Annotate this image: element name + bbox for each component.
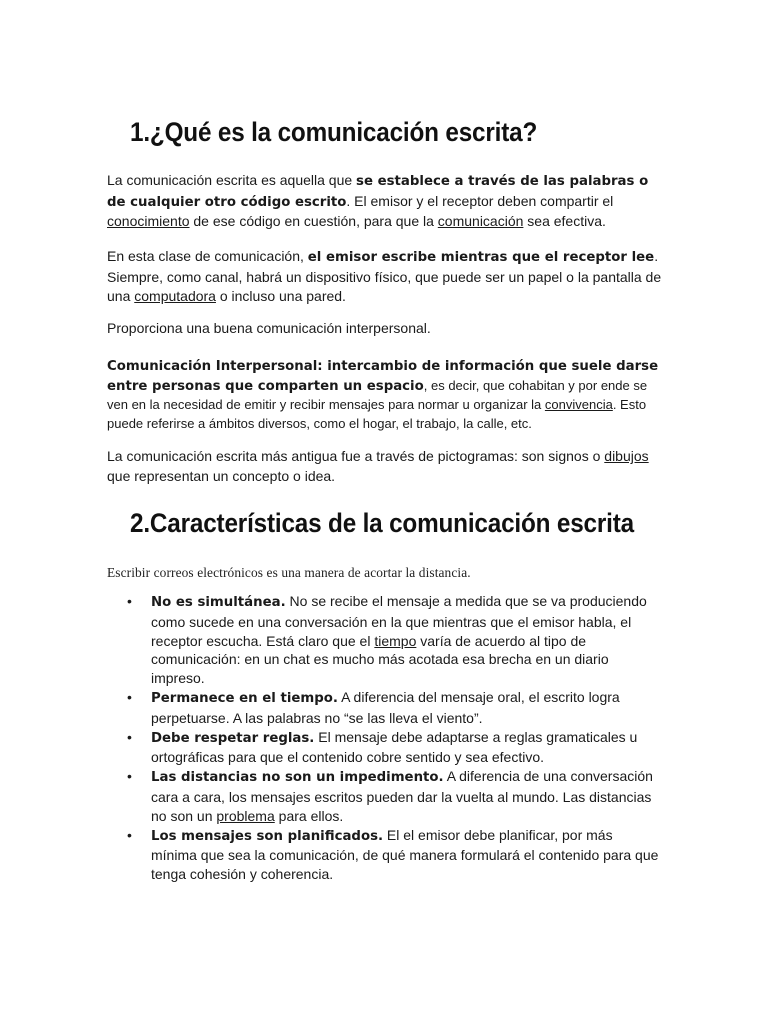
bold-run: Permanece en el tiempo. xyxy=(151,690,338,706)
link-dibujos[interactable]: dibujos xyxy=(604,448,649,464)
list-item xyxy=(127,767,661,825)
link-comunicacion[interactable]: comunicación xyxy=(437,213,524,229)
section-heading-1: 1.¿Qué es la comunicación escrita? xyxy=(130,117,538,147)
paragraph-emisor-receptor xyxy=(107,247,667,307)
bullet-icon: • xyxy=(127,688,132,705)
text-run: de ese código en cuestión, para que la xyxy=(189,213,438,229)
link-tiempo[interactable]: tiempo xyxy=(374,632,417,649)
bold-run: Comunicación Interpersonal: intercambio de información que suele darse entre personas que comparten un espacio xyxy=(107,359,659,394)
bold-run: Los mensajes son planificados. xyxy=(151,828,384,844)
text-run: El el emisor debe planificar, por más mínima que sea la comunicación, de qué manera formulará el contenido para que tenga cohesión y coherencia. xyxy=(151,826,659,883)
list-item xyxy=(127,688,661,728)
bullet-icon: • xyxy=(127,768,132,785)
bold-run: Las distancias no son un impedimento. xyxy=(151,770,444,786)
paragraph-interpersonal: Proporciona una buena comunicación interpersonal. xyxy=(107,320,431,336)
text-run: que representan un concepto o idea. xyxy=(107,467,336,484)
paragraph-pictogramas xyxy=(107,447,667,486)
text-run: varía de acuerdo al tipo de comunicación: en un chat es mucho más acotada esa brecha en un diario impreso. xyxy=(151,632,609,687)
text-run: , es decir, que cohabitan y por ende se ven en la necesidad de emitir y recibir mensajes para normar u organizar la xyxy=(107,377,648,412)
text-run: A diferencia de una conversación cara a cara, los mensajes escritos pueden dar la vuelta al mundo. Las distancias no son un xyxy=(151,768,653,824)
paragraph-definition xyxy=(107,171,667,232)
section-heading-2: 2.Características de la comunicación escrita xyxy=(130,508,634,538)
text-run: o incluso una pared. xyxy=(215,288,346,304)
text-run: En esta clase de comunicación, xyxy=(107,248,308,264)
text-run: La comunicación escrita más antigua fue a través de pictogramas: son signos o xyxy=(107,448,605,464)
text-run: para ellos. xyxy=(274,807,344,824)
text-run: A diferencia del mensaje oral, el escrito logra perpetuarse. A las palabras no “se las lleva el viento”. xyxy=(151,688,620,726)
link-computadora[interactable]: computadora xyxy=(134,288,216,304)
paragraph-comunicacion-interpersonal xyxy=(107,357,667,433)
list-item xyxy=(127,728,661,768)
bullet-icon: • xyxy=(127,728,132,745)
link-convivencia[interactable]: convivencia xyxy=(544,397,613,412)
bullet-icon: • xyxy=(127,826,132,843)
text-run: sea efectiva. xyxy=(523,213,606,229)
list-item xyxy=(127,592,661,688)
list-item xyxy=(127,826,661,884)
bold-run: No es simultánea. xyxy=(151,595,286,610)
bullet-icon: • xyxy=(127,593,132,609)
link-conocimiento[interactable]: conocimiento xyxy=(107,213,190,229)
text-run: . Esto puede referirse a ámbitos diversos, como el hogar, el trabajo, la calle, etc. xyxy=(107,397,647,431)
bold-run: se establece a través de las palabras o de cualquier otro código escrito xyxy=(107,174,649,210)
bold-run: Debe respetar reglas. xyxy=(151,730,315,746)
text-run: . Siempre, como canal, habrá un dispositivo físico, que puede ser un papel o la pantalla de una xyxy=(107,248,662,304)
text-run: No se recibe el mensaje a medida que se va produciendo como sucede en una conversación en la que mientras que el emisor habla, el receptor escucha. Está claro que el xyxy=(151,593,647,649)
text-run: . El emisor y el receptor deben compartir el xyxy=(346,192,614,209)
text-run: El mensaje debe adaptarse a reglas gramaticales u ortográficas para que el contenido cobre sentido y sea efectivo. xyxy=(151,728,638,766)
image-caption: Escribir correos electrónicos es una manera de acortar la distancia. xyxy=(107,565,471,580)
text-run: La comunicación escrita es aquella que xyxy=(107,172,357,188)
link-problema[interactable]: problema xyxy=(216,807,275,824)
characteristics-list xyxy=(127,592,661,884)
bold-run: el emisor escribe mientras que el receptor lee xyxy=(307,250,655,265)
